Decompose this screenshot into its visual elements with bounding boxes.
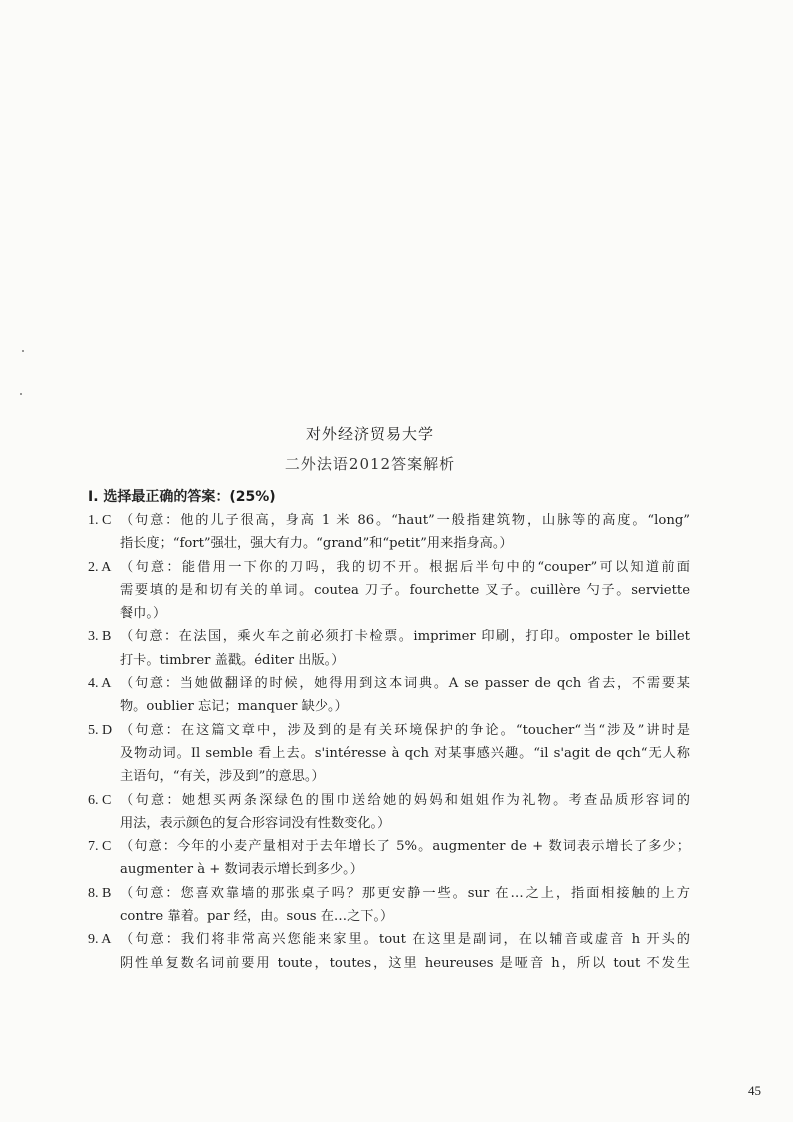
explanation-line: （句意：能借用一下你的刀吗，我的切不开。根据后半句中的“couper”可以知道前面 <box>120 559 690 575</box>
scan-speck <box>20 393 22 395</box>
explanation-line: 阴性单复数名词前要用 toute，toutes，这里 heureuses 是哑音 h，所以 tout 不发生 <box>120 955 690 971</box>
explanation-line: （句意：您喜欢靠墙的那张桌子吗？那更安静一些。sur 在…之上，指面相接触的上方 <box>120 885 690 901</box>
explanation-line: contre 靠着。par 经，由。sous 在…之下。） <box>120 909 394 925</box>
answer-number: 4. A <box>88 676 112 692</box>
answer-number: 2. A <box>88 559 112 575</box>
answer-item <box>88 625 690 672</box>
answer-number: 7. C <box>88 839 112 855</box>
explanation-line: 需要填的是和切有关的单词。coutea 刀子。fourchette 叉子。cuillère 勺子。serviette <box>120 582 690 598</box>
page-number: 45 <box>748 1083 761 1098</box>
answer-item <box>88 928 690 975</box>
explanation-line: 物。oublier 忘记；manquer 缺少。） <box>120 699 348 715</box>
answer-number: 8. B <box>88 885 112 901</box>
explanation-line: （句意：我们将非常高兴您能来家里。tout 在这里是副词，在以辅音或虚音 h 开头的 <box>120 932 690 948</box>
explanation-line: （句意：今年的小麦产量相对于去年增长了 5%。augmenter de + 数词表示增长了多少； <box>120 839 690 855</box>
explanation-line: （句意：在这篇文章中，涉及到的是有关环境保护的争论。“toucher“当“涉及”讲时是 <box>120 722 690 738</box>
explanation-line: （句意：当她做翻译的时候，她得用到这本词典。A se passer de qch 省去，不需要某 <box>120 676 690 692</box>
explanation-line: （句意：他的儿子很高，身高 1 米 86。“haut”一般指建筑物，山脉等的高度。“long” <box>120 513 690 528</box>
explanation-line: （句意：她想买两条深绿色的围巾送给她的妈妈和姐姐作为礼物。考查品质形容词的 <box>120 792 690 808</box>
explanation-line: 指长度；“fort”强壮，强大有力。“grand”和“petit”用来指身高。） <box>120 536 513 552</box>
explanation-line: augmenter à + 数词表示增长到多少。） <box>120 862 363 878</box>
answer-item <box>88 672 690 719</box>
answer-item <box>88 835 690 882</box>
document-subtitle: 二外法语2012答案解析 <box>284 455 456 473</box>
document-title: 对外经济贸易大学 <box>305 425 434 443</box>
explanation-line: 主语句，“有关，涉及到”的意思。） <box>120 769 325 785</box>
explanation-line: 用法，表示颜色的复合形容词没有性数变化。） <box>120 815 391 831</box>
explanation-line: 打卡。timbrer 盖戳。éditer 出版。） <box>120 652 345 668</box>
scan-speck <box>22 350 24 352</box>
answer-number: 9. A <box>88 932 112 948</box>
answer-item <box>88 556 690 626</box>
explanation-line: 及物动词。Il semble 看上去。s'intéresse à qch 对某事感兴趣。“il s'agit de qch“无人称 <box>120 745 690 761</box>
answer-item <box>88 882 690 929</box>
answer-list <box>88 509 690 975</box>
section-heading: I. 选择最正确的答案：(25%) <box>88 489 276 505</box>
answer-number: 3. B <box>88 629 112 645</box>
answer-item <box>88 719 690 789</box>
answer-number: 6. C <box>88 792 112 808</box>
explanation-line: 餐巾。） <box>120 606 167 622</box>
answer-number: 1. C <box>88 513 112 528</box>
explanation-line: （句意：在法国，乘火车之前必须打卡检票。imprimer 印刷，打印。omposter le billet <box>120 629 690 645</box>
answer-item <box>88 789 690 836</box>
answer-number: 5. D <box>88 722 113 738</box>
answer-item <box>88 509 690 556</box>
